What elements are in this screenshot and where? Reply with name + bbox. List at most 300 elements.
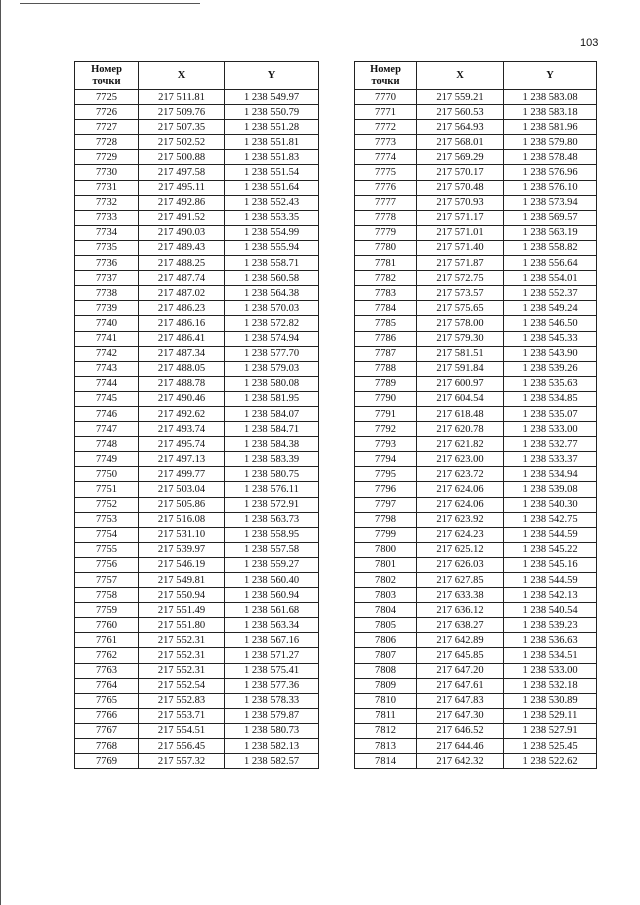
cell-x: 217 500.88 xyxy=(139,150,225,165)
table-row xyxy=(75,437,319,452)
cell-point-number: 7745 xyxy=(75,391,139,406)
cell-point-number: 7773 xyxy=(355,135,417,150)
cell-x: 217 638.27 xyxy=(417,618,504,633)
table-row xyxy=(355,361,597,376)
cell-y: 1 238 542.13 xyxy=(504,588,597,603)
cell-x: 217 493.74 xyxy=(139,422,225,437)
table-row xyxy=(355,135,597,150)
table-row xyxy=(355,105,597,120)
cell-y: 1 238 551.81 xyxy=(225,135,319,150)
cell-point-number: 7766 xyxy=(75,708,139,723)
cell-y: 1 238 551.83 xyxy=(225,150,319,165)
table-row xyxy=(75,180,319,195)
table-row xyxy=(355,723,597,738)
table-row xyxy=(355,557,597,572)
cell-point-number: 7756 xyxy=(75,557,139,572)
cell-point-number: 7748 xyxy=(75,437,139,452)
cell-y: 1 238 549.24 xyxy=(504,301,597,316)
table-row xyxy=(355,648,597,663)
table-row xyxy=(355,225,597,240)
cell-x: 217 624.06 xyxy=(417,497,504,512)
cell-y: 1 238 546.50 xyxy=(504,316,597,331)
cell-point-number: 7788 xyxy=(355,361,417,376)
cell-y: 1 238 583.08 xyxy=(504,90,597,105)
table-row xyxy=(355,90,597,105)
cell-point-number: 7760 xyxy=(75,618,139,633)
cell-x: 217 604.54 xyxy=(417,391,504,406)
cell-y: 1 238 540.54 xyxy=(504,603,597,618)
cell-x: 217 553.71 xyxy=(139,708,225,723)
cell-y: 1 238 577.36 xyxy=(225,678,319,693)
cell-point-number: 7735 xyxy=(75,240,139,255)
cell-point-number: 7792 xyxy=(355,422,417,437)
cell-point-number: 7746 xyxy=(75,406,139,421)
cell-y: 1 238 570.03 xyxy=(225,301,319,316)
table-row xyxy=(75,90,319,105)
cell-x: 217 647.20 xyxy=(417,663,504,678)
table-row xyxy=(75,542,319,557)
table-row xyxy=(75,376,319,391)
cell-point-number: 7779 xyxy=(355,225,417,240)
cell-x: 217 549.81 xyxy=(139,573,225,588)
table-row xyxy=(355,316,597,331)
cell-y: 1 238 557.58 xyxy=(225,542,319,557)
cell-x: 217 486.23 xyxy=(139,301,225,316)
cell-y: 1 238 567.16 xyxy=(225,633,319,648)
table-row xyxy=(355,663,597,678)
cell-x: 217 620.78 xyxy=(417,422,504,437)
cell-x: 217 552.54 xyxy=(139,678,225,693)
cell-x: 217 573.57 xyxy=(417,286,504,301)
cell-y: 1 238 525.45 xyxy=(504,739,597,754)
cell-y: 1 238 579.80 xyxy=(504,135,597,150)
cell-point-number: 7810 xyxy=(355,693,417,708)
cell-x: 217 556.45 xyxy=(139,739,225,754)
table-row xyxy=(75,754,319,769)
cell-y: 1 238 535.63 xyxy=(504,376,597,391)
cell-point-number: 7811 xyxy=(355,708,417,723)
cell-x: 217 489.43 xyxy=(139,240,225,255)
cell-point-number: 7802 xyxy=(355,573,417,588)
cell-x: 217 488.05 xyxy=(139,361,225,376)
table-row xyxy=(75,497,319,512)
table-row xyxy=(75,361,319,376)
cell-x: 217 642.32 xyxy=(417,754,504,769)
cell-x: 217 507.35 xyxy=(139,120,225,135)
cell-y: 1 238 532.18 xyxy=(504,678,597,693)
table-row xyxy=(355,497,597,512)
cell-point-number: 7777 xyxy=(355,195,417,210)
cell-point-number: 7727 xyxy=(75,120,139,135)
table-row xyxy=(75,618,319,633)
cell-x: 217 600.97 xyxy=(417,376,504,391)
cell-y: 1 238 539.23 xyxy=(504,618,597,633)
cell-point-number: 7747 xyxy=(75,422,139,437)
cell-point-number: 7786 xyxy=(355,331,417,346)
header-y: Y xyxy=(504,62,597,90)
cell-y: 1 238 545.33 xyxy=(504,331,597,346)
cell-x: 217 569.29 xyxy=(417,150,504,165)
table-row xyxy=(75,467,319,482)
cell-x: 217 499.77 xyxy=(139,467,225,482)
table-row xyxy=(75,135,319,150)
cell-point-number: 7749 xyxy=(75,452,139,467)
table-row xyxy=(355,271,597,286)
cell-y: 1 238 573.94 xyxy=(504,195,597,210)
cell-x: 217 492.86 xyxy=(139,195,225,210)
cell-y: 1 238 552.43 xyxy=(225,195,319,210)
cell-x: 217 552.31 xyxy=(139,663,225,678)
cell-x: 217 552.31 xyxy=(139,648,225,663)
cell-x: 217 487.34 xyxy=(139,346,225,361)
table-row xyxy=(355,406,597,421)
cell-x: 217 557.32 xyxy=(139,754,225,769)
cell-x: 217 550.94 xyxy=(139,588,225,603)
cell-y: 1 238 534.51 xyxy=(504,648,597,663)
cell-point-number: 7769 xyxy=(75,754,139,769)
cell-y: 1 238 580.73 xyxy=(225,723,319,738)
cell-y: 1 238 554.99 xyxy=(225,225,319,240)
cell-x: 217 644.46 xyxy=(417,739,504,754)
table-row xyxy=(75,271,319,286)
table-row xyxy=(75,512,319,527)
cell-x: 217 490.03 xyxy=(139,225,225,240)
cell-x: 217 554.51 xyxy=(139,723,225,738)
cell-y: 1 238 581.96 xyxy=(504,120,597,135)
cell-y: 1 238 583.18 xyxy=(504,105,597,120)
table-header-row xyxy=(75,62,319,90)
cell-y: 1 238 584.07 xyxy=(225,406,319,421)
cell-y: 1 238 549.97 xyxy=(225,90,319,105)
cell-y: 1 238 576.11 xyxy=(225,482,319,497)
cell-point-number: 7736 xyxy=(75,256,139,271)
coordinates-table-right xyxy=(354,61,597,769)
table-row xyxy=(355,603,597,618)
table-row xyxy=(75,256,319,271)
cell-y: 1 238 545.16 xyxy=(504,557,597,572)
table-row xyxy=(355,331,597,346)
table-row xyxy=(75,391,319,406)
cell-y: 1 238 533.37 xyxy=(504,452,597,467)
cell-y: 1 238 545.22 xyxy=(504,542,597,557)
cell-y: 1 238 582.57 xyxy=(225,754,319,769)
table-row xyxy=(75,422,319,437)
table-row xyxy=(355,391,597,406)
cell-y: 1 238 577.70 xyxy=(225,346,319,361)
cell-x: 217 623.92 xyxy=(417,512,504,527)
cell-point-number: 7752 xyxy=(75,497,139,512)
cell-x: 217 488.78 xyxy=(139,376,225,391)
header-x: X xyxy=(417,62,504,90)
table-row xyxy=(355,618,597,633)
cell-x: 217 623.72 xyxy=(417,467,504,482)
cell-x: 217 531.10 xyxy=(139,527,225,542)
cell-point-number: 7781 xyxy=(355,256,417,271)
cell-y: 1 238 578.33 xyxy=(225,693,319,708)
cell-y: 1 238 551.54 xyxy=(225,165,319,180)
cell-point-number: 7751 xyxy=(75,482,139,497)
cell-y: 1 238 558.71 xyxy=(225,256,319,271)
cell-y: 1 238 539.08 xyxy=(504,482,597,497)
cell-x: 217 487.02 xyxy=(139,286,225,301)
cell-point-number: 7725 xyxy=(75,90,139,105)
table-row xyxy=(75,588,319,603)
cell-y: 1 238 583.39 xyxy=(225,452,319,467)
cell-point-number: 7734 xyxy=(75,225,139,240)
table-row xyxy=(75,120,319,135)
cell-point-number: 7759 xyxy=(75,603,139,618)
cell-point-number: 7784 xyxy=(355,301,417,316)
cell-point-number: 7805 xyxy=(355,618,417,633)
table-row xyxy=(75,240,319,255)
cell-x: 217 486.16 xyxy=(139,316,225,331)
cell-y: 1 238 574.94 xyxy=(225,331,319,346)
cell-x: 217 516.08 xyxy=(139,512,225,527)
cell-x: 217 490.46 xyxy=(139,391,225,406)
table-row xyxy=(75,406,319,421)
scan-top-mark xyxy=(20,3,200,4)
cell-point-number: 7742 xyxy=(75,346,139,361)
cell-point-number: 7739 xyxy=(75,301,139,316)
cell-x: 217 581.51 xyxy=(417,346,504,361)
cell-point-number: 7771 xyxy=(355,105,417,120)
cell-x: 217 564.93 xyxy=(417,120,504,135)
cell-y: 1 238 534.85 xyxy=(504,391,597,406)
table-row xyxy=(355,256,597,271)
cell-x: 217 623.00 xyxy=(417,452,504,467)
cell-y: 1 238 575.41 xyxy=(225,663,319,678)
cell-point-number: 7780 xyxy=(355,240,417,255)
cell-x: 217 491.52 xyxy=(139,210,225,225)
cell-point-number: 7793 xyxy=(355,437,417,452)
table-row xyxy=(75,225,319,240)
cell-x: 217 487.74 xyxy=(139,271,225,286)
cell-point-number: 7737 xyxy=(75,271,139,286)
cell-point-number: 7762 xyxy=(75,648,139,663)
cell-y: 1 238 558.95 xyxy=(225,527,319,542)
cell-point-number: 7785 xyxy=(355,316,417,331)
cell-y: 1 238 571.27 xyxy=(225,648,319,663)
cell-point-number: 7787 xyxy=(355,346,417,361)
cell-x: 217 503.04 xyxy=(139,482,225,497)
table-row xyxy=(355,542,597,557)
cell-x: 217 552.83 xyxy=(139,693,225,708)
cell-y: 1 238 544.59 xyxy=(504,573,597,588)
cell-x: 217 624.23 xyxy=(417,527,504,542)
cell-point-number: 7774 xyxy=(355,150,417,165)
cell-y: 1 238 576.10 xyxy=(504,180,597,195)
cell-point-number: 7726 xyxy=(75,105,139,120)
cell-x: 217 552.31 xyxy=(139,633,225,648)
cell-point-number: 7809 xyxy=(355,678,417,693)
cell-y: 1 238 556.64 xyxy=(504,256,597,271)
cell-y: 1 238 527.91 xyxy=(504,723,597,738)
cell-y: 1 238 569.57 xyxy=(504,210,597,225)
table-row xyxy=(355,527,597,542)
table-row xyxy=(75,573,319,588)
table-row xyxy=(355,467,597,482)
cell-point-number: 7800 xyxy=(355,542,417,557)
cell-y: 1 238 560.40 xyxy=(225,573,319,588)
table-row xyxy=(355,240,597,255)
table-row xyxy=(355,210,597,225)
cell-point-number: 7744 xyxy=(75,376,139,391)
cell-point-number: 7795 xyxy=(355,467,417,482)
cell-x: 217 578.00 xyxy=(417,316,504,331)
cell-x: 217 511.81 xyxy=(139,90,225,105)
cell-x: 217 571.87 xyxy=(417,256,504,271)
cell-point-number: 7730 xyxy=(75,165,139,180)
cell-point-number: 7790 xyxy=(355,391,417,406)
table-row xyxy=(75,633,319,648)
cell-point-number: 7807 xyxy=(355,648,417,663)
cell-y: 1 238 551.64 xyxy=(225,180,319,195)
page-number: 103 xyxy=(580,37,599,49)
cell-y: 1 238 563.34 xyxy=(225,618,319,633)
cell-y: 1 238 576.96 xyxy=(504,165,597,180)
table-row xyxy=(75,150,319,165)
table-row xyxy=(355,422,597,437)
cell-x: 217 645.85 xyxy=(417,648,504,663)
table-row xyxy=(75,603,319,618)
cell-point-number: 7770 xyxy=(355,90,417,105)
cell-x: 217 570.48 xyxy=(417,180,504,195)
cell-y: 1 238 529.11 xyxy=(504,708,597,723)
table-row xyxy=(75,648,319,663)
cell-point-number: 7740 xyxy=(75,316,139,331)
cell-point-number: 7755 xyxy=(75,542,139,557)
cell-x: 217 495.74 xyxy=(139,437,225,452)
cell-point-number: 7743 xyxy=(75,361,139,376)
cell-point-number: 7801 xyxy=(355,557,417,572)
cell-point-number: 7754 xyxy=(75,527,139,542)
cell-y: 1 238 550.79 xyxy=(225,105,319,120)
table-row xyxy=(355,437,597,452)
cell-point-number: 7813 xyxy=(355,739,417,754)
cell-y: 1 238 581.95 xyxy=(225,391,319,406)
cell-x: 217 546.19 xyxy=(139,557,225,572)
cell-x: 217 509.76 xyxy=(139,105,225,120)
cell-point-number: 7796 xyxy=(355,482,417,497)
cell-y: 1 238 540.30 xyxy=(504,497,597,512)
cell-point-number: 7764 xyxy=(75,678,139,693)
table-row xyxy=(75,301,319,316)
cell-y: 1 238 555.94 xyxy=(225,240,319,255)
table-row xyxy=(75,663,319,678)
cell-y: 1 238 532.77 xyxy=(504,437,597,452)
table-row xyxy=(355,678,597,693)
table-row xyxy=(75,693,319,708)
table-row xyxy=(355,573,597,588)
cell-x: 217 502.52 xyxy=(139,135,225,150)
cell-y: 1 238 579.87 xyxy=(225,708,319,723)
table-row xyxy=(355,708,597,723)
table-row xyxy=(355,195,597,210)
cell-y: 1 238 533.00 xyxy=(504,663,597,678)
cell-x: 217 591.84 xyxy=(417,361,504,376)
cell-y: 1 238 582.13 xyxy=(225,739,319,754)
table-row xyxy=(355,165,597,180)
cell-y: 1 238 543.90 xyxy=(504,346,597,361)
table-row xyxy=(75,723,319,738)
cell-point-number: 7789 xyxy=(355,376,417,391)
table-row xyxy=(75,165,319,180)
cell-point-number: 7791 xyxy=(355,406,417,421)
cell-x: 217 624.06 xyxy=(417,482,504,497)
cell-y: 1 238 533.00 xyxy=(504,422,597,437)
cell-y: 1 238 558.82 xyxy=(504,240,597,255)
cell-y: 1 238 580.08 xyxy=(225,376,319,391)
cell-y: 1 238 530.89 xyxy=(504,693,597,708)
cell-x: 217 618.48 xyxy=(417,406,504,421)
cell-point-number: 7765 xyxy=(75,693,139,708)
cell-y: 1 238 534.94 xyxy=(504,467,597,482)
table-row xyxy=(355,512,597,527)
table-row xyxy=(75,331,319,346)
cell-y: 1 238 536.63 xyxy=(504,633,597,648)
cell-y: 1 238 572.91 xyxy=(225,497,319,512)
cell-y: 1 238 560.58 xyxy=(225,271,319,286)
table-row xyxy=(75,105,319,120)
cell-point-number: 7758 xyxy=(75,588,139,603)
table-row xyxy=(75,210,319,225)
cell-x: 217 559.21 xyxy=(417,90,504,105)
table-row xyxy=(355,693,597,708)
cell-y: 1 238 544.59 xyxy=(504,527,597,542)
scan-edge-mark xyxy=(0,0,1,905)
cell-point-number: 7757 xyxy=(75,573,139,588)
cell-y: 1 238 563.73 xyxy=(225,512,319,527)
cell-point-number: 7814 xyxy=(355,754,417,769)
table-row xyxy=(75,739,319,754)
cell-point-number: 7763 xyxy=(75,663,139,678)
cell-y: 1 238 554.01 xyxy=(504,271,597,286)
cell-x: 217 647.83 xyxy=(417,693,504,708)
cell-y: 1 238 552.37 xyxy=(504,286,597,301)
cell-x: 217 571.01 xyxy=(417,225,504,240)
table-row xyxy=(355,346,597,361)
cell-x: 217 551.80 xyxy=(139,618,225,633)
cell-x: 217 647.61 xyxy=(417,678,504,693)
cell-x: 217 539.97 xyxy=(139,542,225,557)
cell-x: 217 497.58 xyxy=(139,165,225,180)
table-row xyxy=(355,286,597,301)
cell-point-number: 7761 xyxy=(75,633,139,648)
cell-point-number: 7783 xyxy=(355,286,417,301)
table-row xyxy=(75,557,319,572)
cell-point-number: 7750 xyxy=(75,467,139,482)
cell-y: 1 238 559.27 xyxy=(225,557,319,572)
cell-x: 217 570.17 xyxy=(417,165,504,180)
table-row xyxy=(75,527,319,542)
cell-point-number: 7728 xyxy=(75,135,139,150)
table-row xyxy=(355,633,597,648)
table-row xyxy=(355,482,597,497)
cell-y: 1 238 535.07 xyxy=(504,406,597,421)
table-row xyxy=(75,482,319,497)
cell-point-number: 7733 xyxy=(75,210,139,225)
table-row xyxy=(355,120,597,135)
table-header-row xyxy=(355,62,597,90)
table-row xyxy=(75,195,319,210)
table-row xyxy=(355,180,597,195)
cell-x: 217 560.53 xyxy=(417,105,504,120)
cell-x: 217 495.11 xyxy=(139,180,225,195)
table-row xyxy=(355,588,597,603)
table-row xyxy=(75,708,319,723)
table-row xyxy=(75,452,319,467)
cell-x: 217 551.49 xyxy=(139,603,225,618)
